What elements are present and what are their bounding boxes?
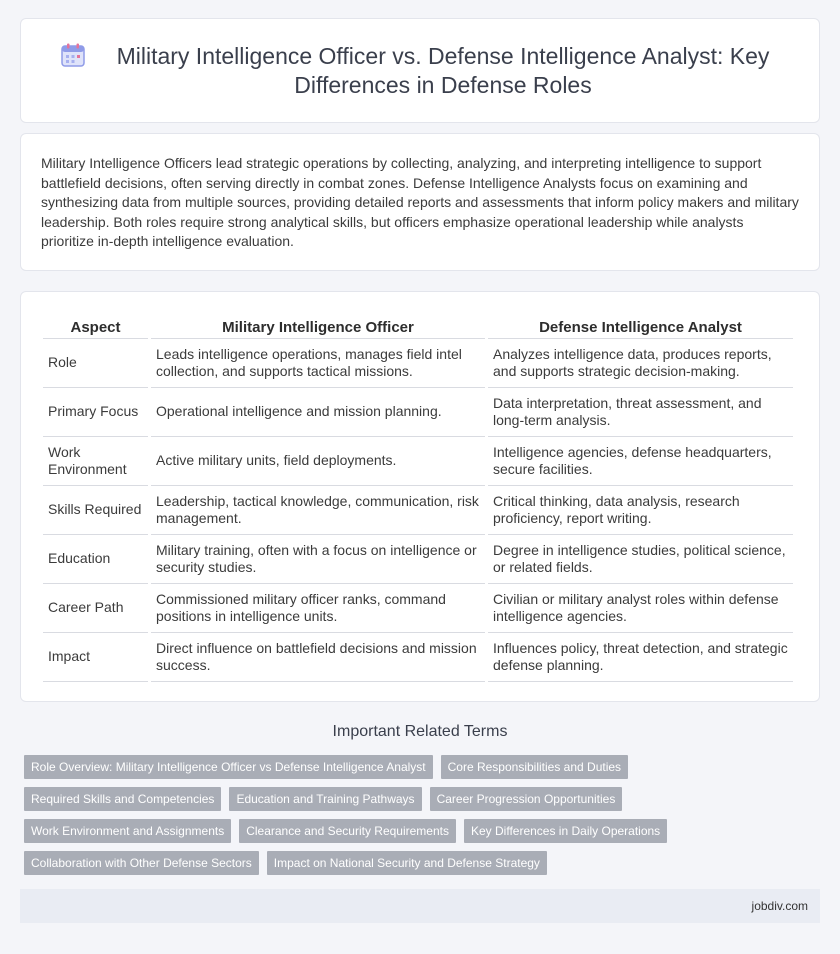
related-term-tag[interactable]: Clearance and Security Requirements — [239, 819, 456, 843]
officer-cell: Leadership, tactical knowledge, communication, risk management. — [151, 486, 485, 535]
analyst-cell: Degree in intelligence studies, political science, or related fields. — [488, 535, 793, 584]
comparison-table — [40, 312, 796, 682]
table-row — [43, 633, 793, 682]
officer-cell: Active military units, field deployments. — [151, 437, 485, 486]
table-row — [43, 486, 793, 535]
aspect-cell: Career Path — [43, 584, 148, 633]
related-term-tag[interactable]: Education and Training Pathways — [229, 787, 421, 811]
page-title: Military Intelligence Officer vs. Defense Intelligence Analyst: Key Differences in Defense Roles — [116, 42, 770, 98]
column-header-analyst: Defense Intelligence Analyst — [488, 312, 793, 339]
related-term-tag[interactable]: Core Responsibilities and Duties — [441, 755, 628, 779]
table-row — [43, 388, 793, 437]
related-term-tag[interactable]: Required Skills and Competencies — [24, 787, 221, 811]
intro-text: Military Intelligence Officers lead strategic operations by collecting, analyzing, and interpreting intelligence to support battlefield decisions, often serving directly in combat zones. Defense Intelligence Analysts focus on examining and synthesizing data from multiple sources, providing detailed reports and assessments that inform policy makers and military leadership. Both roles require strong analytical skills, but officers emphasize operational leadership while analysts prioritize in-depth intelligence evaluation. — [41, 155, 799, 250]
related-term-tag[interactable]: Work Environment and Assignments — [24, 819, 231, 843]
intro-card — [20, 133, 820, 271]
related-term-tag[interactable]: Career Progression Opportunities — [430, 787, 623, 811]
table-row — [43, 437, 793, 486]
header-card — [20, 18, 820, 123]
analyst-cell: Critical thinking, data analysis, research proficiency, report writing. — [488, 486, 793, 535]
column-header-aspect: Aspect — [43, 312, 148, 339]
table-row — [43, 535, 793, 584]
related-term-tag[interactable]: Collaboration with Other Defense Sectors — [24, 851, 259, 875]
tag-row — [24, 755, 824, 779]
analyst-cell: Analyzes intelligence data, produces reports, and supports strategic decision-making. — [488, 339, 793, 388]
officer-cell: Leads intelligence operations, manages field intel collection, and supports tactical missions. — [151, 339, 485, 388]
related-terms-title: Important Related Terms — [332, 723, 508, 740]
comparison-table-card — [20, 291, 820, 702]
analyst-cell: Intelligence agencies, defense headquarters, secure facilities. — [488, 437, 793, 486]
aspect-cell: Impact — [43, 633, 148, 682]
officer-cell: Operational intelligence and mission planning. — [151, 388, 485, 437]
calendar-icon — [60, 42, 86, 68]
table-row — [43, 339, 793, 388]
column-header-officer: Military Intelligence Officer — [151, 312, 485, 339]
officer-cell: Direct influence on battlefield decisions and mission success. — [151, 633, 485, 682]
officer-cell: Military training, often with a focus on intelligence or security studies. — [151, 535, 485, 584]
analyst-cell: Data interpretation, threat assessment, and long-term analysis. — [488, 388, 793, 437]
related-terms-list — [24, 755, 824, 883]
related-term-tag[interactable]: Impact on National Security and Defense Strategy — [267, 851, 547, 875]
tag-row — [24, 851, 824, 875]
tag-row — [24, 819, 824, 843]
officer-cell: Commissioned military officer ranks, command positions in intelligence units. — [151, 584, 485, 633]
analyst-cell: Civilian or military analyst roles within defense intelligence agencies. — [488, 584, 793, 633]
table-header-row — [43, 312, 793, 339]
tag-row — [24, 787, 824, 811]
table-row — [43, 584, 793, 633]
related-term-tag[interactable]: Key Differences in Daily Operations — [464, 819, 667, 843]
aspect-cell: Work Environment — [43, 437, 148, 486]
aspect-cell: Education — [43, 535, 148, 584]
aspect-cell: Primary Focus — [43, 388, 148, 437]
related-term-tag[interactable]: Role Overview: Military Intelligence Officer vs Defense Intelligence Analyst — [24, 755, 433, 779]
aspect-cell: Skills Required — [43, 486, 148, 535]
footer — [20, 889, 820, 923]
aspect-cell: Role — [43, 339, 148, 388]
footer-site-link[interactable]: jobdiv.com — [751, 899, 808, 913]
analyst-cell: Influences policy, threat detection, and strategic defense planning. — [488, 633, 793, 682]
